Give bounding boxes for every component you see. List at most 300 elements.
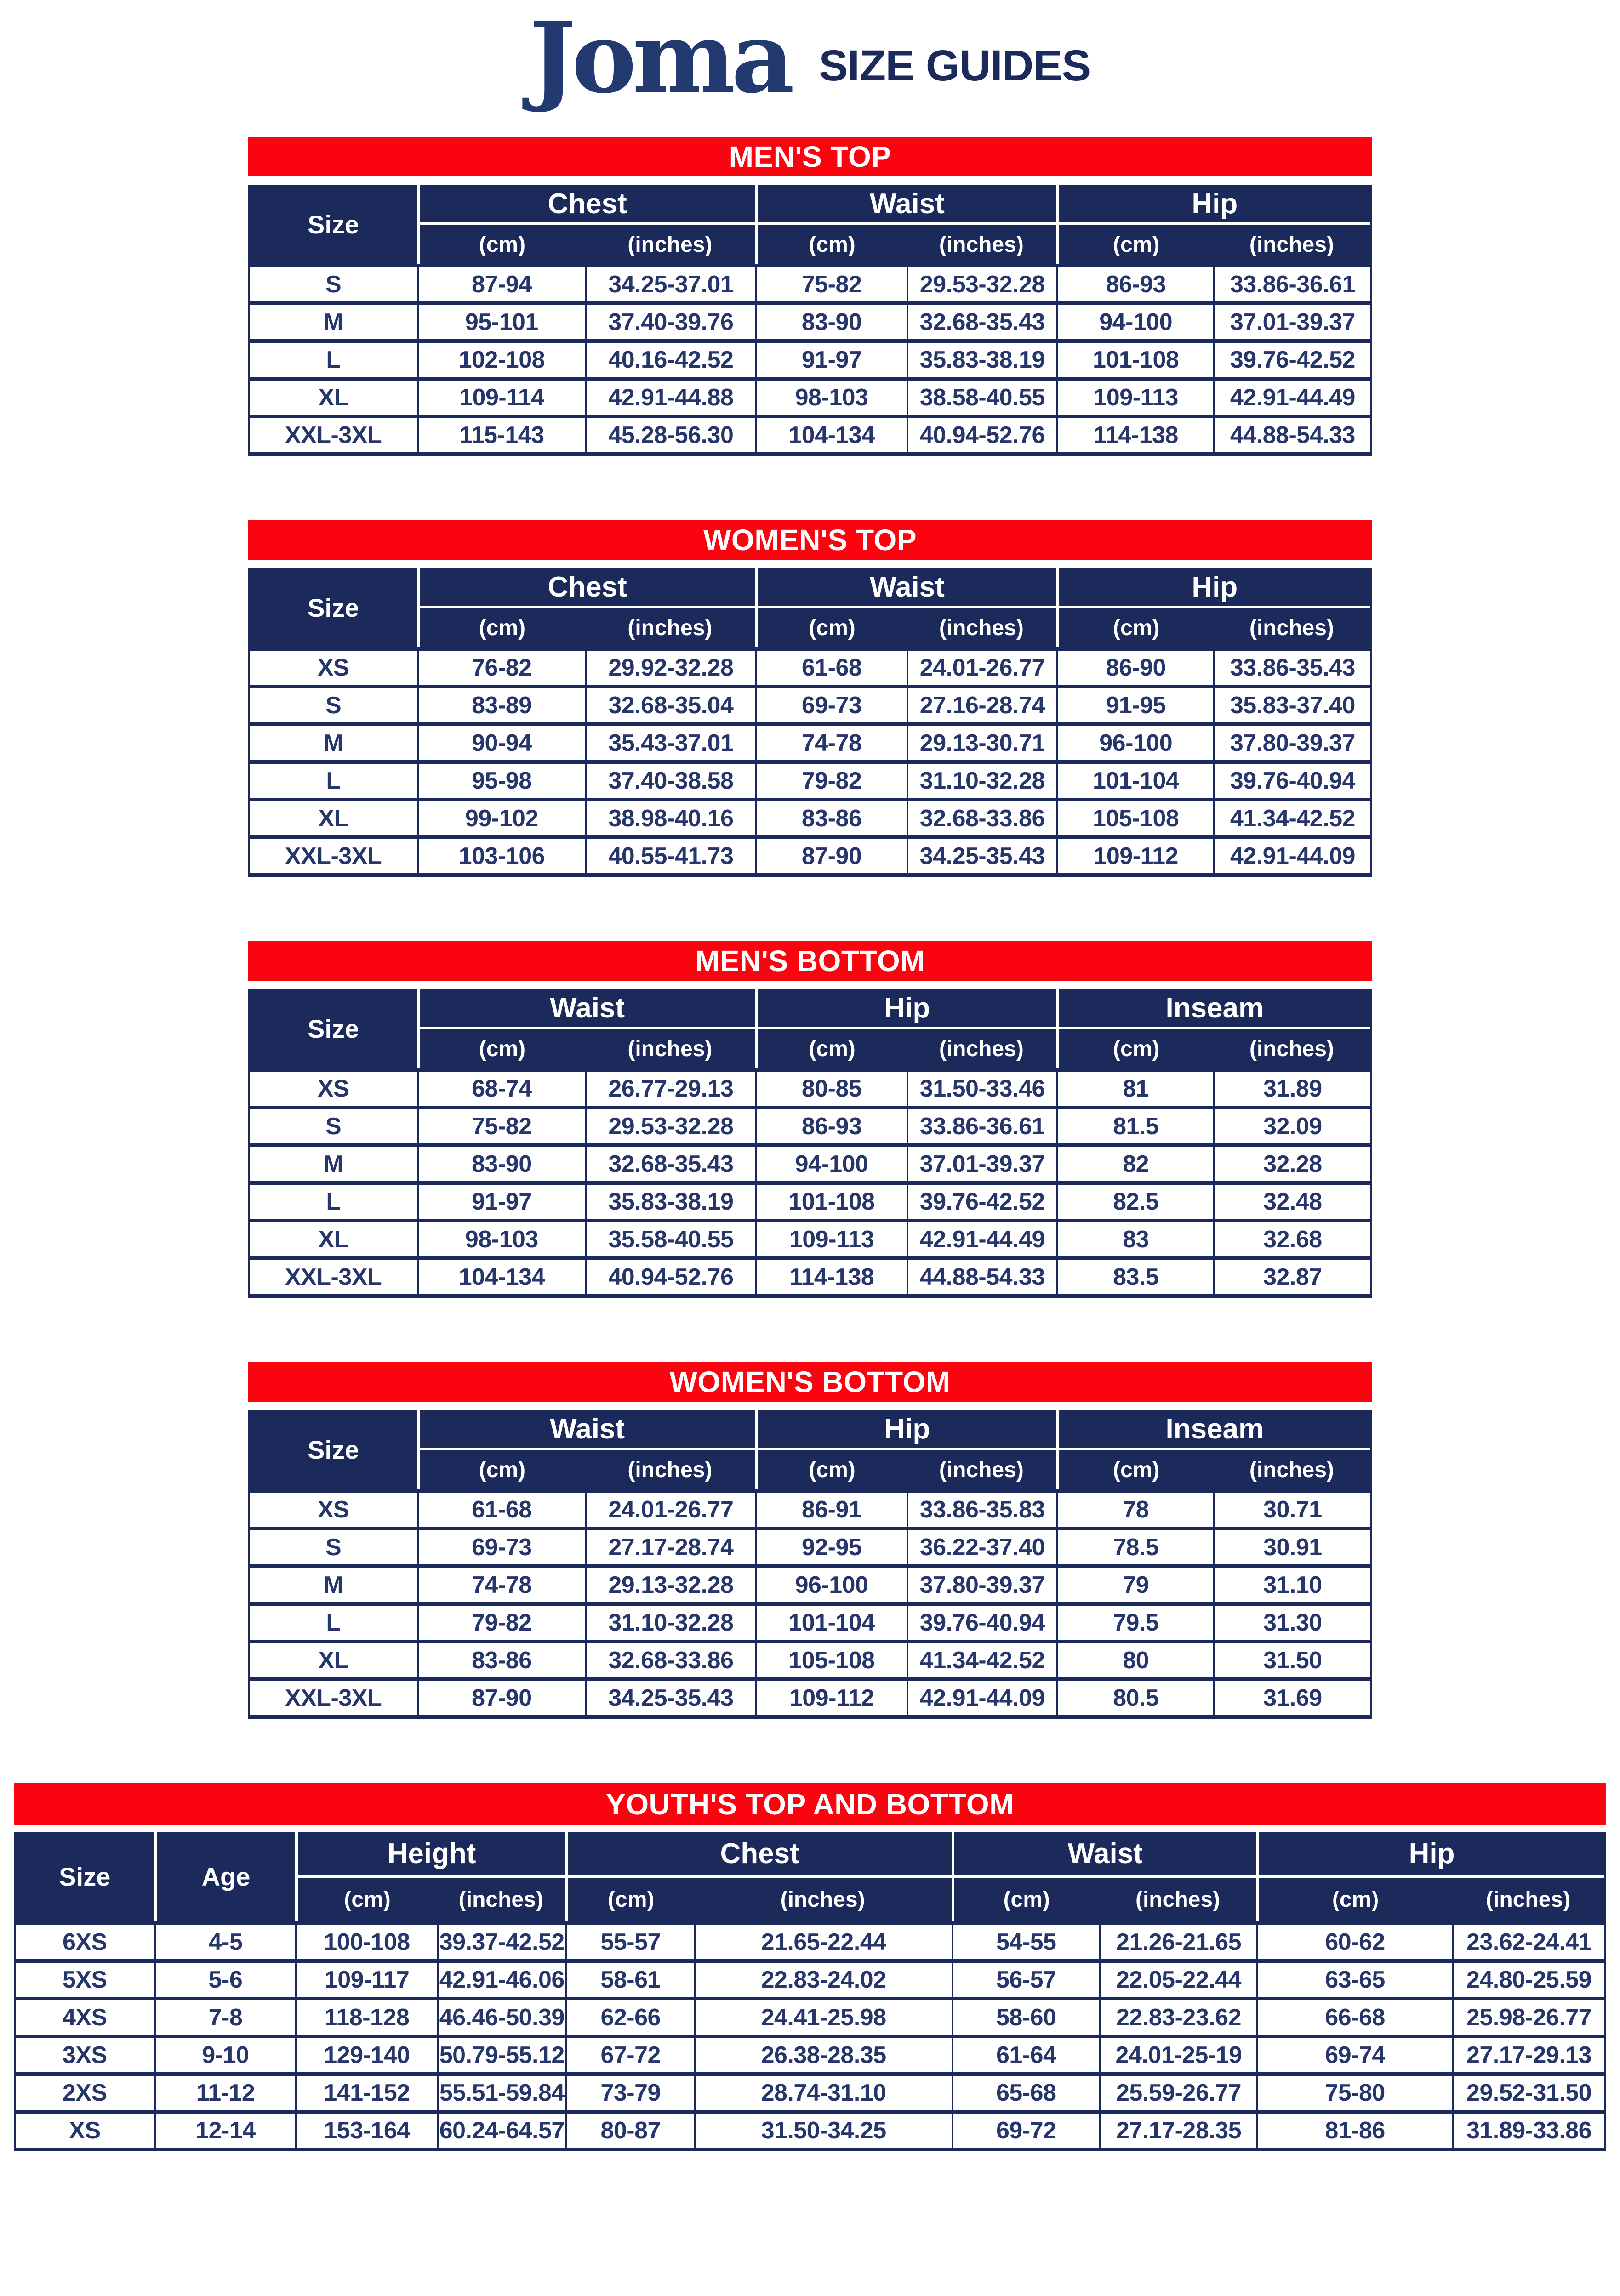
banner-title: MEN'S BOTTOM (695, 944, 925, 978)
page-title: SIZE GUIDES (819, 41, 1091, 90)
value-cell: 29.13-32.28 (585, 1564, 755, 1602)
value-cell: 58-60 (952, 1997, 1099, 2035)
value-cell: 27.17-29.13 (1452, 2035, 1604, 2072)
mens-top-sub-hip-cm: (cm) (1056, 225, 1213, 264)
size-cell: 5-6 (154, 1959, 296, 1997)
value-cell: 22.05-22.44 (1099, 1959, 1256, 1997)
value-cell: 55.51-59.84 (437, 2072, 565, 2110)
value-cell: 75-82 (755, 264, 907, 301)
value-cell: 44.88-54.33 (907, 1256, 1057, 1294)
size-cell: XXL-3XL (250, 415, 417, 452)
mens-bottom-sub-waist-inches: (inches) (585, 1029, 755, 1068)
value-cell: 91-97 (755, 339, 907, 377)
youth-sub-chest-inches: (inches) (694, 1878, 952, 1921)
youth-row-3xs (16, 2035, 1604, 2072)
size-cell: S (250, 264, 417, 301)
value-cell: 96-100 (755, 1564, 907, 1602)
value-cell: 79-82 (417, 1602, 585, 1640)
mens-bottom-group-inseam: Inseam (1056, 989, 1370, 1029)
value-cell: 69-73 (755, 685, 907, 722)
size-cell: 9-10 (154, 2035, 296, 2072)
size-cell: XS (250, 647, 417, 685)
youth-sub-height-cm: (cm) (295, 1878, 437, 1921)
value-cell: 75-82 (417, 1106, 585, 1143)
value-cell: 37.40-39.76 (585, 301, 755, 339)
value-cell: 28.74-31.10 (694, 2072, 952, 2110)
value-cell: 115-143 (417, 415, 585, 452)
value-cell: 87-90 (417, 1677, 585, 1715)
value-cell: 35.83-37.40 (1213, 685, 1370, 722)
youth-header-age: Age (154, 1832, 296, 1921)
value-cell: 29.52-31.50 (1452, 2072, 1604, 2110)
womens-top-row-xs (250, 647, 1370, 685)
value-cell: 37.01-39.37 (907, 1143, 1057, 1181)
value-cell: 39.76-42.52 (1213, 339, 1370, 377)
value-cell: 80 (1056, 1640, 1213, 1677)
womens-top-group-waist: Waist (755, 568, 1057, 608)
size-cell: XXL-3XL (250, 1256, 417, 1294)
value-cell: 34.25-35.43 (585, 1677, 755, 1715)
value-cell: 32.48 (1213, 1181, 1370, 1219)
value-cell: 63-65 (1256, 1959, 1452, 1997)
mens-top-sub-waist-inches: (inches) (907, 225, 1057, 264)
value-cell: 37.80-39.37 (1213, 722, 1370, 760)
value-cell: 31.10-32.28 (907, 760, 1057, 798)
value-cell: 66-68 (1256, 1997, 1452, 2035)
womens-top-row-xxl-3xl (250, 835, 1370, 873)
youth-header-size: Size (16, 1832, 154, 1921)
value-cell: 38.98-40.16 (585, 798, 755, 835)
value-cell: 141-152 (295, 2072, 437, 2110)
value-cell: 31.30 (1213, 1602, 1370, 1640)
banner-title: YOUTH'S TOP AND BOTTOM (606, 1788, 1014, 1821)
value-cell: 101-108 (755, 1181, 907, 1219)
value-cell: 62-66 (565, 1997, 694, 2035)
value-cell: 41.34-42.52 (907, 1640, 1057, 1677)
size-cell: XL (250, 798, 417, 835)
value-cell: 81-86 (1256, 2110, 1452, 2148)
youth-sub-waist-cm: (cm) (952, 1878, 1099, 1921)
size-cell: L (250, 339, 417, 377)
size-cell: 7-8 (154, 1997, 296, 2035)
value-cell: 80-87 (565, 2110, 694, 2148)
value-cell: 98-103 (417, 1219, 585, 1256)
value-cell: 78.5 (1056, 1527, 1213, 1564)
value-cell: 26.38-28.35 (694, 2035, 952, 2072)
value-cell: 35.58-40.55 (585, 1219, 755, 1256)
size-cell: XL (250, 377, 417, 415)
womens-bottom-sub-waist-cm: (cm) (417, 1450, 585, 1489)
youth-row-xs (16, 2110, 1604, 2148)
value-cell: 42.91-44.09 (1213, 835, 1370, 873)
value-cell: 35.83-38.19 (585, 1181, 755, 1219)
value-cell: 31.50-33.46 (907, 1068, 1057, 1106)
mens-bottom-sub-waist-cm: (cm) (417, 1029, 585, 1068)
youth-row-5xs (16, 1959, 1604, 1997)
mens-top-sub-waist-cm: (cm) (755, 225, 907, 264)
value-cell: 42.91-44.09 (907, 1677, 1057, 1715)
value-cell: 37.40-38.58 (585, 760, 755, 798)
size-cell: M (250, 301, 417, 339)
value-cell: 34.25-35.43 (907, 835, 1057, 873)
value-cell: 94-100 (755, 1143, 907, 1181)
size-cell: M (250, 1143, 417, 1181)
value-cell: 83-89 (417, 685, 585, 722)
value-cell: 86-93 (755, 1106, 907, 1143)
value-cell: 83 (1056, 1219, 1213, 1256)
value-cell: 95-98 (417, 760, 585, 798)
mens-top-group-waist: Waist (755, 185, 1057, 225)
youth-sub-hip-cm: (cm) (1256, 1878, 1452, 1921)
value-cell: 60-62 (1256, 1921, 1452, 1959)
value-cell: 61-68 (417, 1489, 585, 1527)
value-cell: 33.86-35.83 (907, 1489, 1057, 1527)
value-cell: 91-97 (417, 1181, 585, 1219)
size-cell: L (250, 1602, 417, 1640)
value-cell: 67-72 (565, 2035, 694, 2072)
value-cell: 32.87 (1213, 1256, 1370, 1294)
mens-top-row-l (250, 339, 1370, 377)
mens-bottom-row-xl (250, 1219, 1370, 1256)
womens-top-header-size: Size (250, 568, 417, 647)
value-cell: 78 (1056, 1489, 1213, 1527)
value-cell: 104-134 (417, 1256, 585, 1294)
mens-bottom-header-size: Size (250, 989, 417, 1068)
value-cell: 42.91-44.88 (585, 377, 755, 415)
value-cell: 27.17-28.74 (585, 1527, 755, 1564)
value-cell: 90-94 (417, 722, 585, 760)
value-cell: 114-138 (755, 1256, 907, 1294)
value-cell: 21.26-21.65 (1099, 1921, 1256, 1959)
value-cell: 98-103 (755, 377, 907, 415)
size-cell: XS (250, 1489, 417, 1527)
value-cell: 24.41-25.98 (694, 1997, 952, 2035)
value-cell: 35.43-37.01 (585, 722, 755, 760)
youth-group-chest: Chest (565, 1832, 952, 1878)
mens-top-sub-chest-inches: (inches) (585, 225, 755, 264)
mens-top-row-xl (250, 377, 1370, 415)
youth-group-height: Height (295, 1832, 565, 1878)
womens-top-group-hip: Hip (1056, 568, 1370, 608)
value-cell: 74-78 (417, 1564, 585, 1602)
value-cell: 79 (1056, 1564, 1213, 1602)
value-cell: 39.76-40.94 (907, 1602, 1057, 1640)
value-cell: 61-68 (755, 647, 907, 685)
womens-top-sub-chest-cm: (cm) (417, 608, 585, 647)
section-mens-bottom (248, 941, 1372, 1298)
value-cell: 69-73 (417, 1527, 585, 1564)
value-cell: 55-57 (565, 1921, 694, 1959)
value-cell: 33.86-35.43 (1213, 647, 1370, 685)
banner-mens-bottom (248, 941, 1372, 981)
size-cell: S (250, 1106, 417, 1143)
mens-top-row-s (250, 264, 1370, 301)
mens-top-group-hip: Hip (1056, 185, 1370, 225)
size-cell: L (250, 1181, 417, 1219)
value-cell: 56-57 (952, 1959, 1099, 1997)
mens-bottom-sub-inseam-cm: (cm) (1056, 1029, 1213, 1068)
value-cell: 31.50-34.25 (694, 2110, 952, 2148)
womens-bottom-row-xxl-3xl (250, 1677, 1370, 1715)
value-cell: 101-104 (1056, 760, 1213, 798)
banner-mens-top (248, 137, 1372, 176)
value-cell: 30.91 (1213, 1527, 1370, 1564)
youth-sub-height-inches: (inches) (437, 1878, 565, 1921)
value-cell: 32.68-33.86 (585, 1640, 755, 1677)
value-cell: 153-164 (295, 2110, 437, 2148)
value-cell: 109-113 (1056, 377, 1213, 415)
womens-top-sub-waist-inches: (inches) (907, 608, 1057, 647)
value-cell: 102-108 (417, 339, 585, 377)
youth-sub-chest-cm: (cm) (565, 1878, 694, 1921)
value-cell: 39.37-42.52 (437, 1921, 565, 1959)
value-cell: 27.17-28.35 (1099, 2110, 1256, 2148)
table-youth (14, 1832, 1606, 2151)
value-cell: 109-117 (295, 1959, 437, 1997)
youth-row-6xs (16, 1921, 1604, 1959)
youth-sub-waist-inches: (inches) (1099, 1878, 1256, 1921)
value-cell: 29.13-30.71 (907, 722, 1057, 760)
value-cell: 22.83-23.62 (1099, 1997, 1256, 2035)
size-cell: S (250, 685, 417, 722)
value-cell: 81.5 (1056, 1106, 1213, 1143)
value-cell: 35.83-38.19 (907, 339, 1057, 377)
value-cell: 73-79 (565, 2072, 694, 2110)
size-cell: 12-14 (154, 2110, 296, 2148)
section-youth (14, 1783, 1606, 2151)
mens-top-sub-chest-cm: (cm) (417, 225, 585, 264)
value-cell: 25.98-26.77 (1452, 1997, 1604, 2035)
value-cell: 114-138 (1056, 415, 1213, 452)
value-cell: 42.91-44.49 (1213, 377, 1370, 415)
womens-bottom-sub-waist-inches: (inches) (585, 1450, 755, 1489)
value-cell: 82 (1056, 1143, 1213, 1181)
value-cell: 75-80 (1256, 2072, 1452, 2110)
value-cell: 94-100 (1056, 301, 1213, 339)
value-cell: 83-90 (755, 301, 907, 339)
value-cell: 50.79-55.12 (437, 2035, 565, 2072)
value-cell: 24.01-25-19 (1099, 2035, 1256, 2072)
value-cell: 42.91-44.49 (907, 1219, 1057, 1256)
value-cell: 103-106 (417, 835, 585, 873)
womens-top-sub-chest-inches: (inches) (585, 608, 755, 647)
youth-group-hip: Hip (1256, 1832, 1604, 1878)
value-cell: 23.62-24.41 (1452, 1921, 1604, 1959)
value-cell: 83-86 (417, 1640, 585, 1677)
table-mens-bottom (248, 989, 1372, 1298)
size-cell: XS (16, 2110, 154, 2148)
value-cell: 40.16-42.52 (585, 339, 755, 377)
value-cell: 65-68 (952, 2072, 1099, 2110)
youth-row-2xs (16, 2072, 1604, 2110)
value-cell: 87-94 (417, 264, 585, 301)
value-cell: 105-108 (1056, 798, 1213, 835)
table-mens-top (248, 185, 1372, 456)
size-cell: M (250, 722, 417, 760)
value-cell: 76-82 (417, 647, 585, 685)
value-cell: 83-90 (417, 1143, 585, 1181)
womens-bottom-row-xl (250, 1640, 1370, 1677)
womens-top-sub-waist-cm: (cm) (755, 608, 907, 647)
mens-bottom-row-s (250, 1106, 1370, 1143)
value-cell: 31.69 (1213, 1677, 1370, 1715)
value-cell: 32.28 (1213, 1143, 1370, 1181)
mens-bottom-row-l (250, 1181, 1370, 1219)
mens-bottom-sub-hip-inches: (inches) (907, 1029, 1057, 1068)
value-cell: 31.89 (1213, 1068, 1370, 1106)
womens-bottom-sub-inseam-cm: (cm) (1056, 1450, 1213, 1489)
banner-womens-top (248, 520, 1372, 560)
value-cell: 69-72 (952, 2110, 1099, 2148)
womens-top-group-chest: Chest (417, 568, 755, 608)
size-cell: 4XS (16, 1997, 154, 2035)
table-womens-top (248, 568, 1372, 877)
mens-top-row-xxl-3xl (250, 415, 1370, 452)
value-cell: 95-101 (417, 301, 585, 339)
value-cell: 24.80-25.59 (1452, 1959, 1604, 1997)
value-cell: 82.5 (1056, 1181, 1213, 1219)
joma-logo: Joma (529, 0, 791, 115)
womens-bottom-row-m (250, 1564, 1370, 1602)
banner-title: WOMEN'S BOTTOM (669, 1365, 951, 1398)
mens-bottom-row-xxl-3xl (250, 1256, 1370, 1294)
mens-top-row-m (250, 301, 1370, 339)
page-header (0, 0, 1620, 115)
value-cell: 26.77-29.13 (585, 1068, 755, 1106)
size-cell: XXL-3XL (250, 835, 417, 873)
size-cell: L (250, 760, 417, 798)
value-cell: 22.83-24.02 (694, 1959, 952, 1997)
mens-bottom-row-xs (250, 1068, 1370, 1106)
value-cell: 101-104 (755, 1602, 907, 1640)
value-cell: 96-100 (1056, 722, 1213, 760)
value-cell: 46.46-50.39 (437, 1997, 565, 2035)
value-cell: 101-108 (1056, 339, 1213, 377)
value-cell: 29.53-32.28 (907, 264, 1057, 301)
section-mens-top (248, 137, 1372, 456)
value-cell: 37.80-39.37 (907, 1564, 1057, 1602)
value-cell: 44.88-54.33 (1213, 415, 1370, 452)
womens-bottom-sub-hip-inches: (inches) (907, 1450, 1057, 1489)
section-womens-bottom (248, 1362, 1372, 1719)
value-cell: 38.58-40.55 (907, 377, 1057, 415)
value-cell: 31.50 (1213, 1640, 1370, 1677)
mens-bottom-row-m (250, 1143, 1370, 1181)
size-cell: M (250, 1564, 417, 1602)
value-cell: 42.91-46.06 (437, 1959, 565, 1997)
banner-title: WOMEN'S TOP (703, 523, 917, 557)
table-womens-bottom (248, 1410, 1372, 1719)
value-cell: 40.55-41.73 (585, 835, 755, 873)
womens-bottom-header-size: Size (250, 1410, 417, 1489)
banner-youth (14, 1783, 1606, 1825)
value-cell: 33.86-36.61 (907, 1106, 1057, 1143)
size-cell: XS (250, 1068, 417, 1106)
value-cell: 86-91 (755, 1489, 907, 1527)
size-cell: XL (250, 1640, 417, 1677)
value-cell: 29.92-32.28 (585, 647, 755, 685)
banner-title: MEN'S TOP (729, 140, 891, 173)
womens-bottom-sub-hip-cm: (cm) (755, 1450, 907, 1489)
womens-bottom-row-s (250, 1527, 1370, 1564)
value-cell: 109-112 (1056, 835, 1213, 873)
value-cell: 61-64 (952, 2035, 1099, 2072)
value-cell: 39.76-42.52 (907, 1181, 1057, 1219)
value-cell: 79-82 (755, 760, 907, 798)
value-cell: 29.53-32.28 (585, 1106, 755, 1143)
size-cell: 3XS (16, 2035, 154, 2072)
size-cell: 2XS (16, 2072, 154, 2110)
size-cell: 4-5 (154, 1921, 296, 1959)
value-cell: 25.59-26.77 (1099, 2072, 1256, 2110)
womens-bottom-row-l (250, 1602, 1370, 1640)
value-cell: 41.34-42.52 (1213, 798, 1370, 835)
mens-top-header-size: Size (250, 185, 417, 264)
value-cell: 45.28-56.30 (585, 415, 755, 452)
value-cell: 109-113 (755, 1219, 907, 1256)
value-cell: 86-90 (1056, 647, 1213, 685)
youth-row-4xs (16, 1997, 1604, 2035)
size-cell: S (250, 1527, 417, 1564)
value-cell: 54-55 (952, 1921, 1099, 1959)
womens-top-row-m (250, 722, 1370, 760)
value-cell: 30.71 (1213, 1489, 1370, 1527)
womens-bottom-group-hip: Hip (755, 1410, 1057, 1450)
womens-bottom-sub-inseam-inches: (inches) (1213, 1450, 1370, 1489)
value-cell: 39.76-40.94 (1213, 760, 1370, 798)
womens-top-sub-hip-inches: (inches) (1213, 608, 1370, 647)
value-cell: 32.68-33.86 (907, 798, 1057, 835)
value-cell: 32.68 (1213, 1219, 1370, 1256)
value-cell: 109-112 (755, 1677, 907, 1715)
size-cell: 11-12 (154, 2072, 296, 2110)
value-cell: 69-74 (1256, 2035, 1452, 2072)
value-cell: 21.65-22.44 (694, 1921, 952, 1959)
value-cell: 27.16-28.74 (907, 685, 1057, 722)
value-cell: 129-140 (295, 2035, 437, 2072)
womens-top-row-l (250, 760, 1370, 798)
value-cell: 40.94-52.76 (907, 415, 1057, 452)
banner-womens-bottom (248, 1362, 1372, 1402)
value-cell: 32.68-35.43 (585, 1143, 755, 1181)
value-cell: 104-134 (755, 415, 907, 452)
size-cell: 5XS (16, 1959, 154, 1997)
value-cell: 86-93 (1056, 264, 1213, 301)
womens-top-sub-hip-cm: (cm) (1056, 608, 1213, 647)
section-womens-top (248, 520, 1372, 877)
value-cell: 109-114 (417, 377, 585, 415)
mens-bottom-sub-hip-cm: (cm) (755, 1029, 907, 1068)
mens-top-sub-hip-inches: (inches) (1213, 225, 1370, 264)
size-cell: XL (250, 1219, 417, 1256)
value-cell: 81 (1056, 1068, 1213, 1106)
value-cell: 83-86 (755, 798, 907, 835)
value-cell: 34.25-37.01 (585, 264, 755, 301)
womens-bottom-group-inseam: Inseam (1056, 1410, 1370, 1450)
value-cell: 92-95 (755, 1527, 907, 1564)
value-cell: 32.09 (1213, 1106, 1370, 1143)
value-cell: 91-95 (1056, 685, 1213, 722)
value-cell: 24.01-26.77 (907, 647, 1057, 685)
value-cell: 58-61 (565, 1959, 694, 1997)
value-cell: 100-108 (295, 1921, 437, 1959)
value-cell: 99-102 (417, 798, 585, 835)
womens-top-row-s (250, 685, 1370, 722)
value-cell: 68-74 (417, 1068, 585, 1106)
value-cell: 24.01-26.77 (585, 1489, 755, 1527)
womens-top-row-xl (250, 798, 1370, 835)
value-cell: 31.10 (1213, 1564, 1370, 1602)
